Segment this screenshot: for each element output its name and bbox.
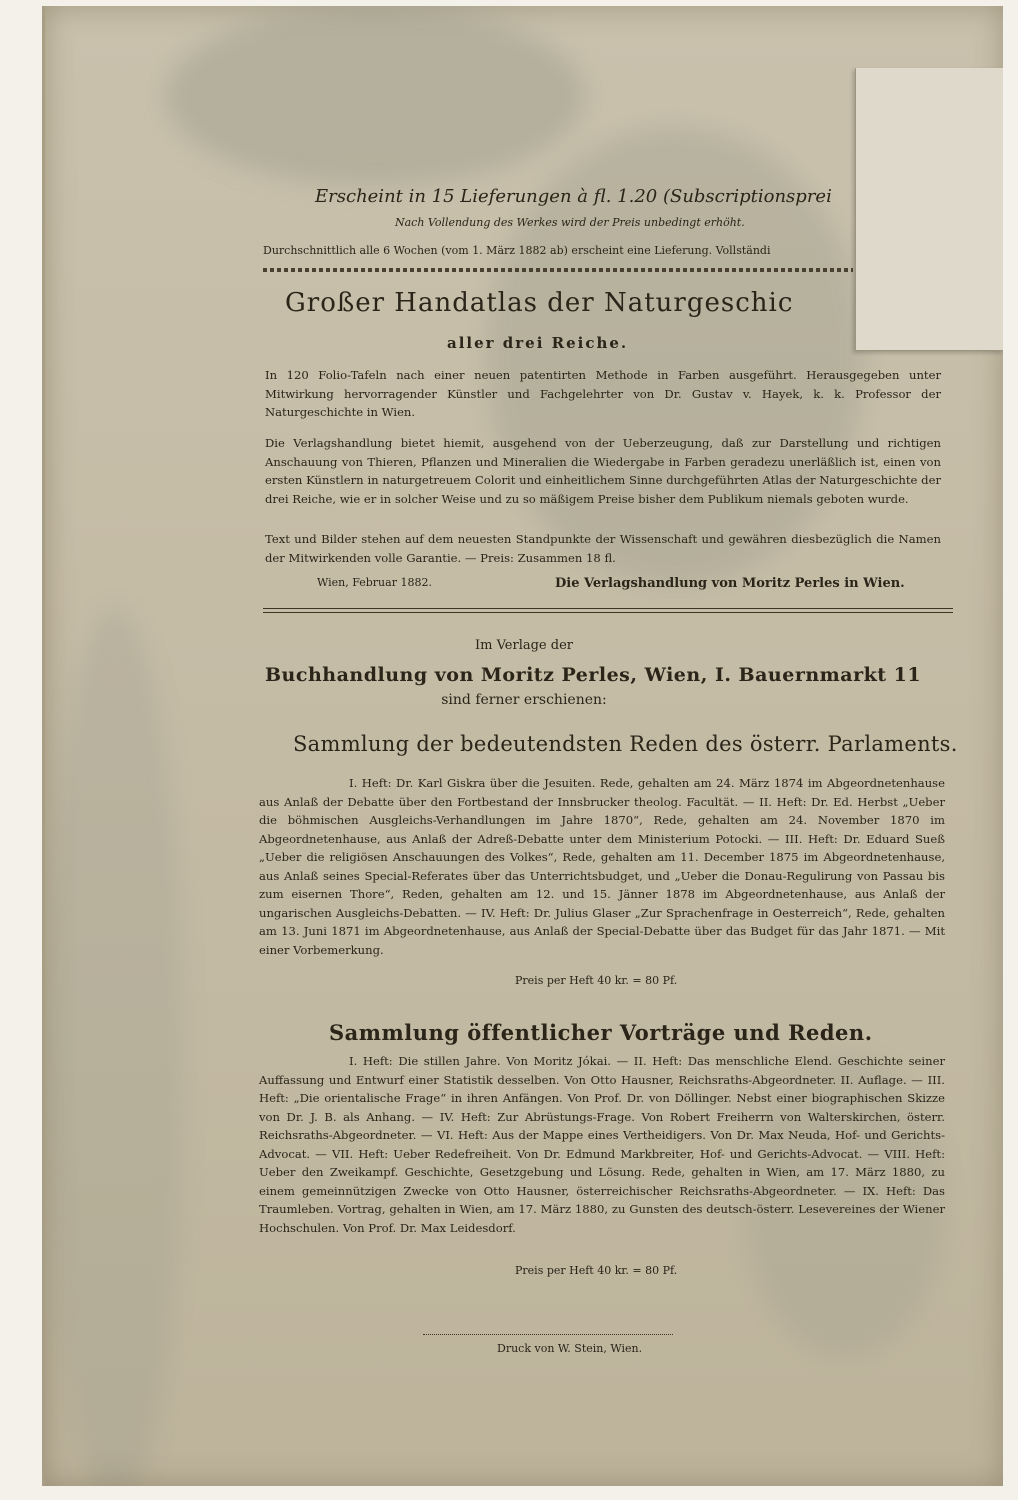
collection1-title: Sammlung der bedeutendsten Reden des österr. Parlaments.: [293, 732, 958, 756]
atlas-paragraph-2: [265, 434, 941, 508]
wavy-divider: [263, 268, 853, 272]
atlas-paragraph-1-text: In 120 Folio-Tafeln nach einer neuen patentirten Methode in Farben ausgeführt. Herausgegeben unter Mitwirkung hervorragender Künstler und Fachgelehrter von Dr. Gustav v. Hayek, k. k. Professor der Naturgeschichte in Wien.: [265, 368, 941, 419]
document-page: [42, 6, 1003, 1486]
collection2-title: Sammlung öffentlicher Vorträge und Reden.: [329, 1020, 873, 1045]
collection2-body: [259, 1052, 945, 1237]
atlas-subtitle: aller drei Reiche.: [447, 334, 629, 352]
atlas-paragraph-1: [265, 366, 941, 422]
double-rule: [263, 608, 953, 613]
atlas-paragraph-3: [265, 530, 941, 567]
water-stain: [165, 6, 585, 186]
paper-label-sticker: [855, 68, 1003, 351]
atlas-date: Wien, Februar 1882.: [317, 576, 432, 589]
dotted-rule: [423, 1334, 673, 1335]
atlas-title: Großer Handatlas der Naturgeschic: [285, 288, 794, 318]
collection2-price: Preis per Heft 40 kr. = 80 Pf.: [515, 1264, 678, 1277]
publisher-line-3: sind ferner erschienen:: [441, 692, 607, 708]
notice-line-1: Erscheint in 15 Lieferungen à fl. 1.20 (Subscriptionsprei: [315, 186, 832, 207]
collection1-price: Preis per Heft 40 kr. = 80 Pf.: [515, 974, 678, 987]
publisher-line-2: Buchhandlung von Moritz Perles, Wien, I. Bauernmarkt 11: [265, 664, 922, 686]
collection1-body: [259, 774, 945, 959]
water-stain: [45, 606, 185, 1486]
atlas-signature: Die Verlagshandlung von Moritz Perles in Wien.: [555, 576, 905, 591]
notice-line-3: Durchschnittlich alle 6 Wochen (vom 1. März 1882 ab) erscheint eine Lieferung. Vollständi: [263, 244, 771, 257]
notice-line-2: Nach Vollendung des Werkes wird der Preis unbedingt erhöht.: [395, 216, 745, 229]
publisher-line-1: Im Verlage der: [475, 638, 573, 653]
collection2-body-text: I. Heft: Die stillen Jahre. Von Moritz Jókai. — II. Heft: Das menschliche Elend. Geschichte seiner Auffassung und Entwurf einer Statistik desselben. Von Otto Hausner, Reichsraths-Abgeordneter. II. Auflage. — III. Heft: „Die orientalische Frage“ in ihren Anfängen. Von Prof. Dr. von Döllinger. Nebst einer biographischen Skizze von Dr. J. B. als Anhang. — IV. Heft: Zur Abrüstungs-Frage. Von Robert Freiherrn von Walterskirchen, österr. Reichsraths-Abgeordneter. — VI. Heft: Aus der Mappe eines Vertheidigers. Von Dr. Max Neuda, Hof- und Gerichts-Advocat. — VII. Heft: Ueber Redefreiheit. Von Dr. Edmund Markbreiter, Hof- und Gerichts-Advocat. — VIII. Heft: Ueber den Zweikampf. Geschichte, Gesetzgebung und Lösung. Rede, gehalten in Wien, am 17. März 1880, zu einem gemeinnützigen Zwecke von Otto Hausner, österreichischer Reichsraths-Abgeordneter. — IX. Heft: Das Traumleben. Vortrag, gehalten in Wien, am 17. März 1880, zu Gunsten des deutsch-österr. Lesevereines der Wiener Hochschulen. Von Prof. Dr. Max Leidesdorf.: [259, 1054, 945, 1235]
printer-imprint: Druck von W. Stein, Wien.: [497, 1342, 643, 1355]
atlas-paragraph-3-text: Text und Bilder stehen auf dem neuesten Standpunkte der Wissenschaft und gewähren diesbezüglich die Namen der Mitwirkenden volle Garantie. — Preis: Zusammen 18 fl.: [265, 532, 941, 565]
atlas-paragraph-2-text: Die Verlagshandlung bietet hiemit, ausgehend von der Ueberzeugung, daß zur Darstellung und richtigen Anschauung von Thieren, Pflanzen und Mineralien die Wiedergabe in Farben geradezu unerläßlich ist, einen von ersten Künstlern in naturgetreuem Colorit und einheitlichem Sinne durchgeführten Atlas der Naturgeschichte der drei Reiche, wie er in solcher Weise und zu so mäßigem Preise bisher dem Publikum niemals geboten wurde.: [265, 436, 941, 506]
collection1-body-text: I. Heft: Dr. Karl Giskra über die Jesuiten. Rede, gehalten am 24. März 1874 im Abgeordnetenhause aus Anlaß der Debatte über den Fortbestand der Innsbrucker theolog. Facultät. — II. Heft: Dr. Ed. Herbst „Ueber die böhmischen Ausgleichs-Verhandlungen im Jahre 1870“, Rede, gehalten am 24. November 1870 im Abgeordnetenhause, aus Anlaß der Adreß-Debatte unter dem Ministerium Potocki. — III. Heft: Dr. Eduard Sueß „Ueber die religiösen Anschauungen des Volkes“, Rede, gehalten am 11. December 1875 im Abgeordnetenhause, aus Anlaß seines Special-Referates über das Unterrichtsbudget, und „Ueber die Donau-Regulirung von Passau bis zum eisernen Thore“, Reden, gehalten am 12. und 15. Jänner 1878 im Abgeordnetenhause, aus Anlaß der ungarischen Ausgleichs-Debatten. — IV. Heft: Dr. Julius Glaser „Zur Sprachenfrage in Oesterreich“, Rede, gehalten am 13. Juni 1871 im Abgeordnetenhause, aus Anlaß der Special-Debatte über das Budget für das Jahr 1871. — Mit einer Vorbemerkung.: [259, 776, 945, 957]
